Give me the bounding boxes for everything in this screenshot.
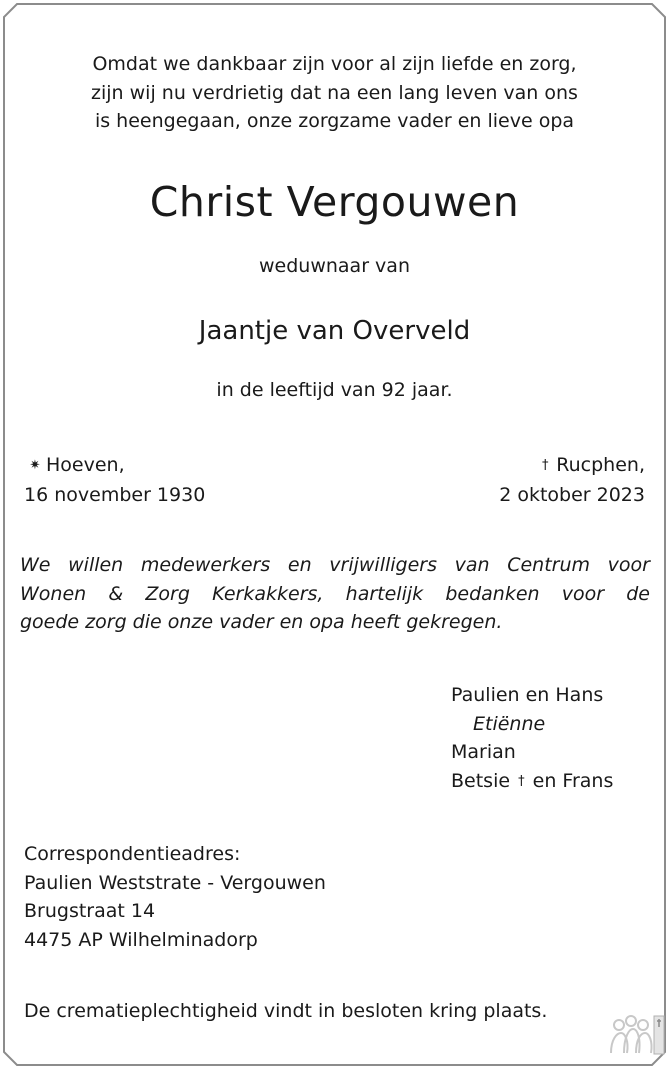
cross-icon: † xyxy=(518,773,525,789)
family-line xyxy=(451,767,613,797)
death-info xyxy=(499,451,645,509)
widower-text: weduwnaar van xyxy=(259,255,410,277)
intro-line: zijn wij nu verdrietig dat na een lang leven van ons xyxy=(91,81,578,104)
thanks-line: We willen medewerkers en vrijwilligers van Centrum voor xyxy=(20,554,650,576)
family-line: Marian xyxy=(451,741,516,763)
birth-place: Hoeven, xyxy=(46,454,125,476)
intro-line: Omdat we dankbaar zijn voor al zijn liefde en zorg, xyxy=(92,53,577,75)
age-text: in de leeftijd van 92 jaar. xyxy=(216,379,453,401)
thanks-line: goede zorg die onze vader en opa heeft gekregen. xyxy=(20,611,503,633)
address-heading: Correspondentieadres: xyxy=(24,843,241,865)
birth-star-icon: ✷ xyxy=(29,458,41,473)
spouse-name: Jaantje van Overveld xyxy=(198,316,471,346)
address-name: Paulien Weststrate - Vergouwen xyxy=(24,871,326,894)
death-cross-icon: † xyxy=(542,458,549,473)
thanks-paragraph xyxy=(20,551,650,637)
closing-text: De crematieplechtigheid vindt in besloten kring plaats. xyxy=(24,1000,548,1022)
family-signatures xyxy=(451,681,613,796)
family-line: Paulien en Hans xyxy=(451,684,604,706)
death-date: 2 oktober 2023 xyxy=(499,483,645,506)
intro-line: is heengegaan, onze zorgzame vader en lieve opa xyxy=(94,110,575,132)
family-line: Etiënne xyxy=(473,712,546,735)
family-name: en Frans xyxy=(532,769,614,792)
thanks-line: Wonen & Zorg Kerkakkers, hartelijk bedanken voor de xyxy=(20,582,650,605)
intro-text xyxy=(20,50,649,136)
address-street: Brugstraat 14 xyxy=(24,900,156,922)
address-city: 4475 AP Wilhelminadorp xyxy=(24,928,258,951)
death-place: Rucphen, xyxy=(556,454,645,476)
family-name: Betsie xyxy=(451,769,511,792)
deceased-name: Christ Vergouwen xyxy=(149,178,520,226)
birth-date: 16 november 1930 xyxy=(24,483,206,506)
birth-info xyxy=(24,451,205,509)
family-logo-icon xyxy=(607,1013,665,1057)
correspondence-address xyxy=(24,840,326,954)
